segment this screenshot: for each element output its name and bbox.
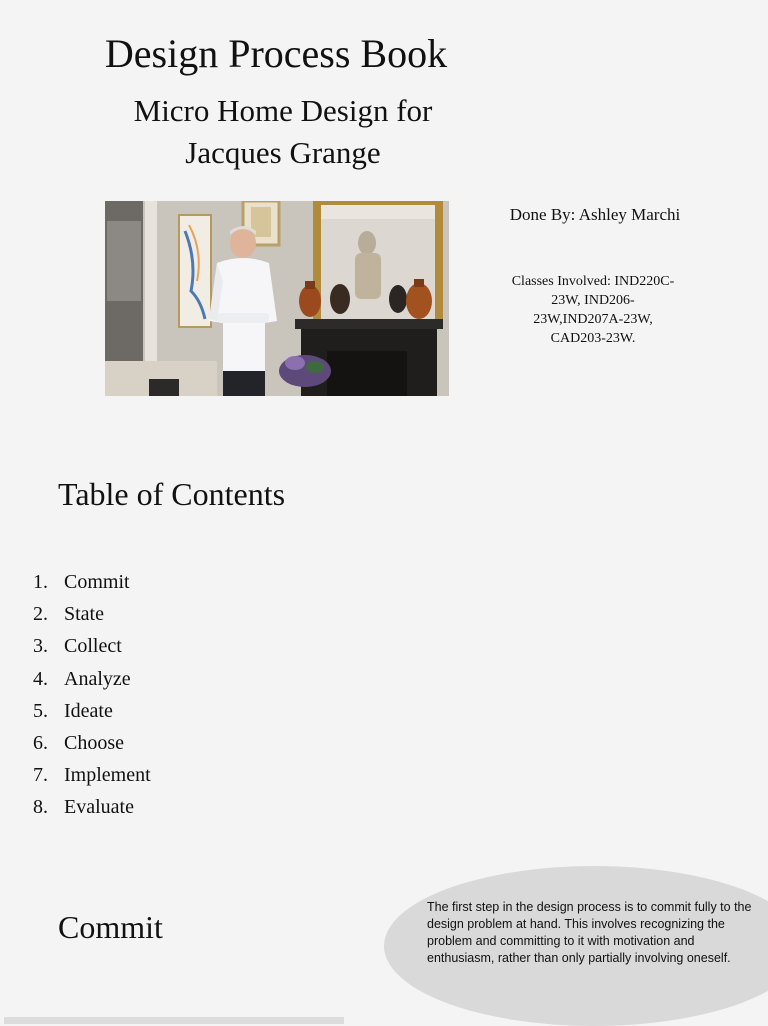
toc-item-label: Commit — [64, 571, 130, 593]
toc-item — [18, 728, 151, 760]
designer-photo — [105, 201, 449, 396]
document-subtitle — [0, 90, 566, 174]
toc-item-number: 3. — [33, 635, 48, 658]
toc-item-number: 4. — [33, 667, 48, 690]
classes-line: Classes Involved: IND220C- — [511, 274, 675, 289]
classes-line: 23W, IND206- — [551, 293, 635, 308]
designer-photo-illustration — [105, 201, 449, 396]
toc-item-number: 2. — [33, 603, 48, 626]
toc-item-label: Implement — [64, 764, 151, 787]
page-divider — [4, 1017, 344, 1024]
toc-item-number: 7. — [33, 764, 48, 787]
subtitle-line: Jacques Grange — [185, 135, 381, 170]
toc-item-number: 1. — [33, 571, 48, 593]
classes-line: 23W,IND207A-23W, — [533, 312, 653, 327]
toc-item — [18, 631, 151, 663]
toc-item — [18, 567, 151, 599]
commit-description-text: The first step in the design process is to commit fully to the design problem at hand. This involves recognizing the problem and committing to it with motivation and enthusiasm, rather than only partially involving oneself. — [427, 900, 752, 965]
toc-item-label: Collect — [64, 635, 122, 658]
toc-list — [18, 567, 151, 825]
document-title: Design Process Book — [104, 31, 448, 76]
toc-item-label: Choose — [64, 731, 124, 754]
toc-item — [18, 696, 151, 728]
commit-section-heading: Commit — [58, 909, 163, 945]
toc-item-label: Analyze — [64, 667, 131, 690]
toc-item — [18, 760, 151, 792]
toc-item-number: 5. — [33, 699, 48, 722]
classes-line: CAD203-23W. — [550, 331, 636, 346]
toc-item-label: Ideate — [64, 699, 113, 722]
classes-involved — [488, 272, 698, 348]
subtitle-line: Micro Home Design for — [133, 93, 433, 128]
toc-heading: Table of Contents — [58, 476, 286, 512]
toc-item — [18, 599, 151, 631]
toc-item-number: 8. — [33, 796, 48, 819]
toc-item-number: 6. — [33, 731, 48, 754]
toc-item-label: Evaluate — [64, 796, 134, 819]
toc-item-label: State — [64, 603, 104, 626]
toc-item — [18, 792, 151, 824]
toc-item — [18, 664, 151, 696]
author-credit: Done By: Ashley Marchi — [509, 205, 681, 224]
